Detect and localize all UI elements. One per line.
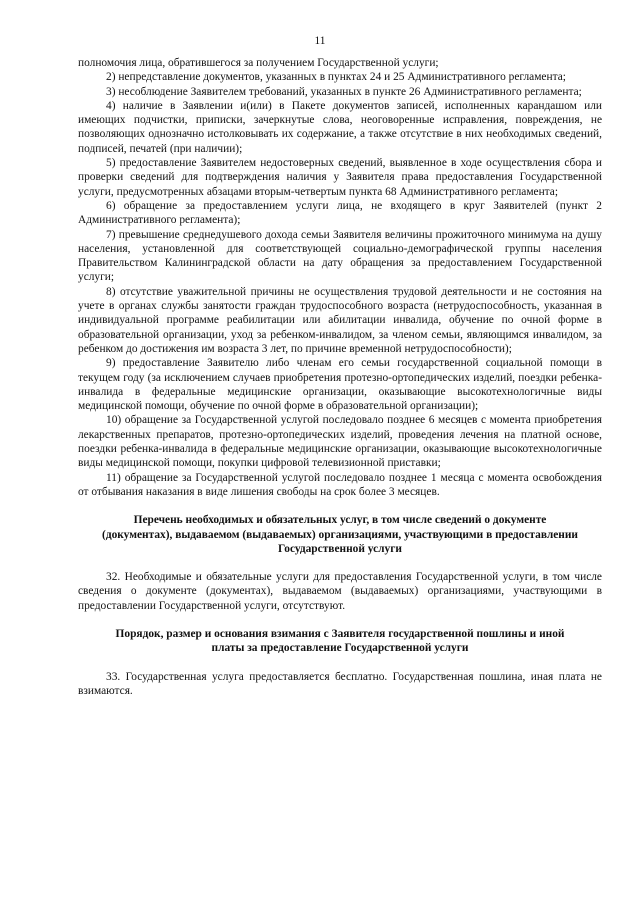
- spacer: [78, 613, 602, 627]
- list-item-11: 11) обращение за Государственной услугой последовало позднее 1 месяца с момента освобождения от отбывания наказания в виде лишения свободы на срок более 3 месяцев.: [78, 471, 602, 498]
- spacer: [78, 556, 602, 570]
- list-item-6: 6) обращение за предоставлением услуги лица, не входящего в круг Заявителей (пункт 2 Административного регламента);: [78, 199, 602, 227]
- list-item-8: 8) отсутствие уважительной причины не осуществления трудовой деятельности и не состояния на учете в органах службы занятости граждан трудоспособного возраста (нетрудоспособность, указанная в индивидуальной программе реабилитации или абилитации инвалида, обучение по очной форме в образовательной организации, уход за ребенком-инвалидом, за членом семьи, являющимся инвалидом, за ребенком до достижения им возраста 3 лет, по причине временной нетрудоспособности);: [78, 285, 602, 355]
- list-item-5: 5) предоставление Заявителем недостоверных сведений, выявленное в ходе осуществления сбора и проверки сведений для подтверждения наличия у Заявителя права предоставления Государственной услуги, предусмотренных абзацами вторым-четвертым пункта 68 Административного регламента;: [78, 157, 602, 198]
- spacer: [78, 499, 602, 513]
- section-heading-required-services: Перечень необходимых и обязательных услуг, в том числе сведений о документе (документах), выдаваемом (выдаваемых) организациями, участвующими в предоставлении Государственной услуги: [102, 514, 578, 555]
- section-heading-state-fee: Порядок, размер и основания взимания с Заявителя государственной пошлины и иной платы за предоставление Государственной услуги: [115, 627, 565, 655]
- paragraph-33: 33. Государственная услуга предоставляется бесплатно. Государственная пошлина, иная плата не взимаются.: [78, 670, 602, 697]
- list-item-9: 9) предоставление Заявителю либо членам его семьи государственной социальной помощи в текущем году (за исключением случаев приобретения протезно-ортопедических изделий, поездки ребенка-инвалида в федеральные медицинские организации, оказывающие высокотехнологичные виды медицинской помощи, обучение по очной форме в образовательной организации);: [78, 357, 602, 413]
- continued-line: полномочия лица, обратившегося за получением Государственной услуги;: [78, 57, 439, 69]
- spacer: [78, 656, 602, 670]
- list-item-4: 4) наличие в Заявлении и(или) в Пакете документов записей, исполненных карандашом или имеющих подчистки, приписки, зачеркнутые слова, неоговоренные исправления, повреждения, не позволяющих однозначно истолковывать их содержание, а также отсутствие в них необходимых сведений, подписей, печатей (при наличии);: [78, 99, 602, 155]
- paragraph-32: 32. Необходимые и обязательные услуги для предоставления Государственной услуги, в том числе сведения о документе (документах), выдаваемом (выдаваемых) организациями, участвующими в предоставлении Государственной услуги, отсутствуют.: [78, 571, 602, 612]
- page-content: [78, 56, 602, 698]
- page-number: 11: [314, 35, 326, 47]
- list-item-3: 3) несоблюдение Заявителем требований, указанных в пункте 26 Административного регламента;: [106, 85, 582, 98]
- list-item-10: 10) обращение за Государственной услугой последовало позднее 6 месяцев с момента приобретения лекарственных препаратов, протезно-ортопедических изделий, проведения лечения на платной основе, поездки ребенка-инвалида в федеральные медицинские организации, оказывающие высокотехнологичные виды медицинской помощи, покупки цифровой телевизионной приставки;: [78, 414, 602, 470]
- list-item-2: 2) непредставление документов, указанных в пунктах 24 и 25 Административного регламента;: [106, 71, 566, 84]
- list-item-7: 7) превышение среднедушевого дохода семьи Заявителя величины прожиточного минимума на душу населения, установленной для соответствующей социально-демографической группы населения Правительством Калининградской области на дату обращения за предоставлением Государственной услуги;: [78, 228, 602, 284]
